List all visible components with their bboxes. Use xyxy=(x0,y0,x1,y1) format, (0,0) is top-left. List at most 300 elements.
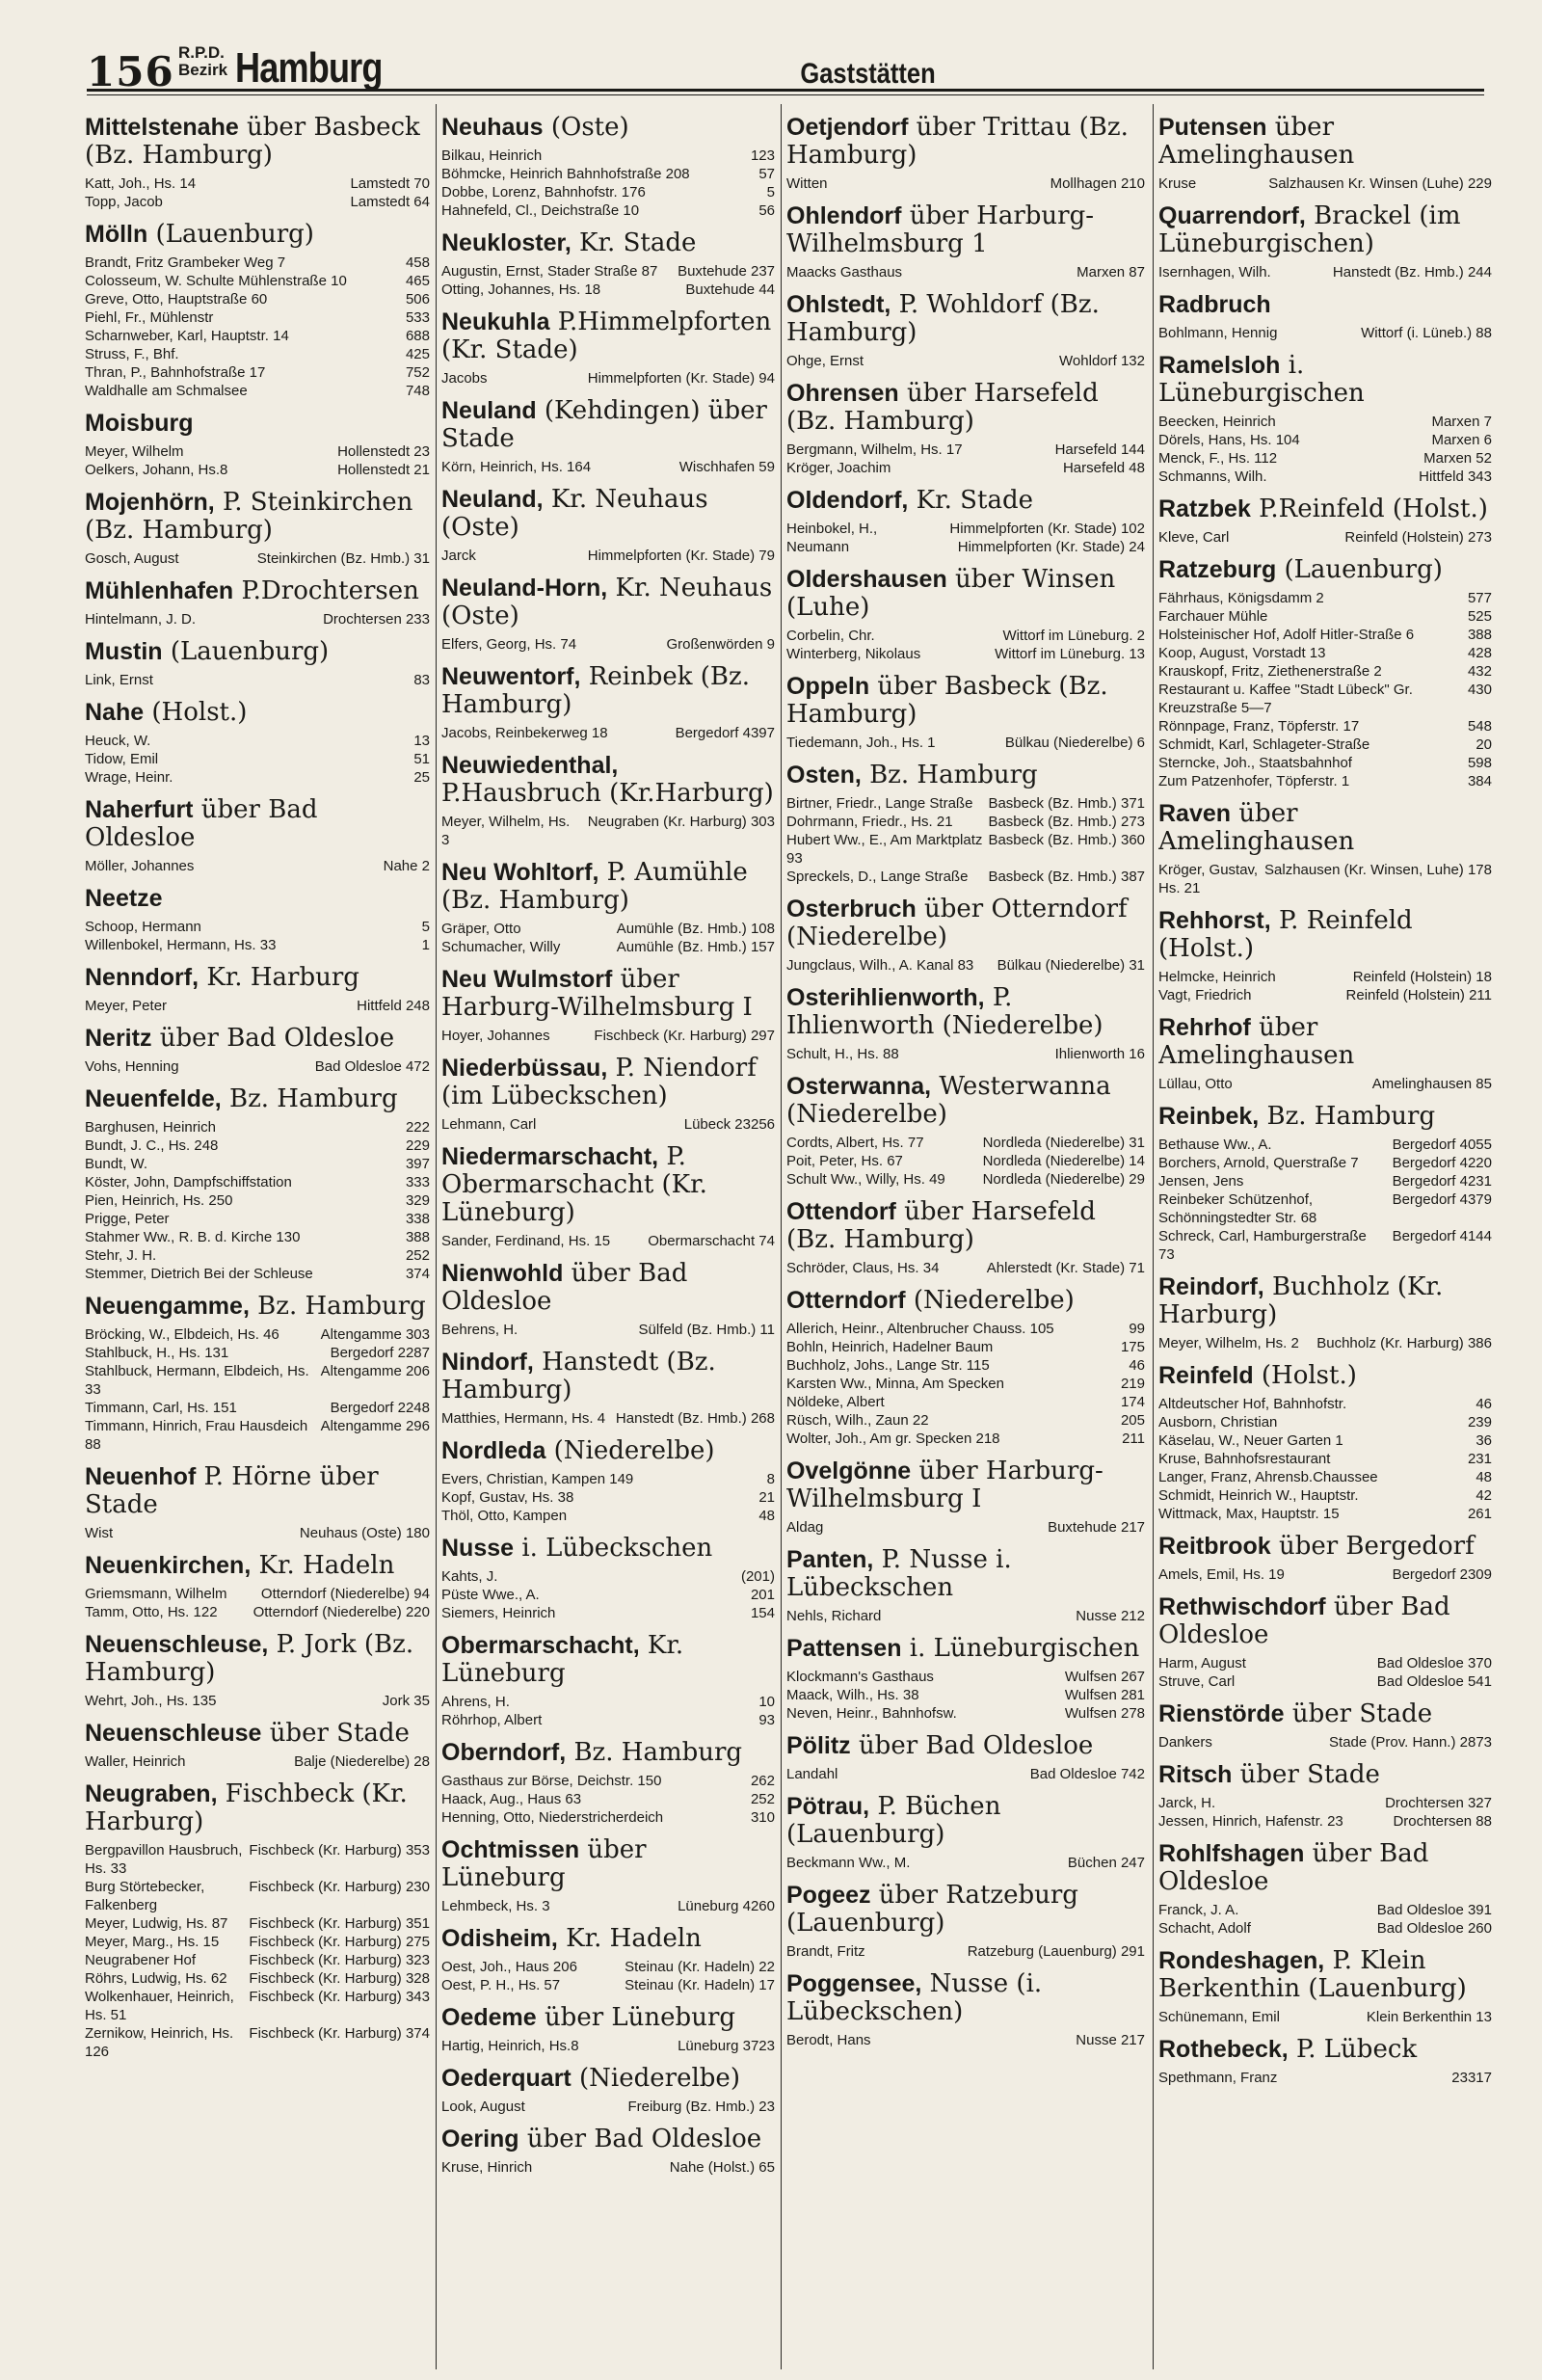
listing-name: Dankers xyxy=(1158,1734,1212,1751)
listing-name: Dobbe, Lorenz, Bahnhofstr. 176 xyxy=(441,184,646,201)
listing-name: Schmidt, Heinrich W., Hauptstr. xyxy=(1158,1487,1359,1504)
listing-row xyxy=(786,1045,1145,1063)
header-rule-thin xyxy=(87,94,1484,95)
listing-row xyxy=(85,1878,430,1914)
listing-name: Spethmann, Franz xyxy=(1158,2070,1278,2086)
place-postal-info: (Holst.) xyxy=(1261,1361,1357,1390)
listing-name: Wolkenhauer, Heinrich, Hs. 51 xyxy=(85,1989,234,2023)
listing-name: Menck, F., Hs. 112 xyxy=(1158,450,1278,467)
place-heading xyxy=(85,1552,430,1580)
listing-name: Schröder, Claus, Hs. 34 xyxy=(786,1260,940,1276)
listing-name: Waldhalle am Schmalsee xyxy=(85,383,248,399)
place-name: Mölln xyxy=(85,221,148,248)
listing-name: Bergpavillon Hausbruch, Hs. 33 xyxy=(85,1842,243,1877)
listing-row xyxy=(85,345,430,363)
listing-phone: Otterndorf (Niederelbe) 220 xyxy=(253,1604,430,1620)
listing-row xyxy=(85,857,430,875)
place-heading xyxy=(1158,291,1492,319)
listing-phone: Bülkau (Niederelbe) 6 xyxy=(1004,735,1145,751)
place-name: Reindorf, xyxy=(1158,1273,1264,1300)
listing-phone: Marxen 87 xyxy=(1077,264,1145,281)
place-heading xyxy=(1158,1700,1492,1728)
listing-phone: Nordleda (Niederelbe) 14 xyxy=(982,1153,1145,1169)
listing-phone: Hittfeld 343 xyxy=(1419,468,1492,485)
listing-phone: Marxen 6 xyxy=(1431,432,1492,448)
column-divider xyxy=(781,104,782,2369)
listing-name: Schult, H., Hs. 88 xyxy=(786,1046,899,1062)
listing-row xyxy=(85,1210,430,1228)
place-name: Neuwentorf, xyxy=(441,663,581,690)
listing-row xyxy=(85,732,430,750)
column-1 xyxy=(85,104,430,2369)
listing-row xyxy=(786,1518,1145,1537)
listing-row xyxy=(85,1155,430,1173)
listing-row xyxy=(1158,1505,1492,1523)
listing-name: Colosseum, W. Schulte Mühlenstraße 10 xyxy=(85,273,347,289)
place-name: Ratzbek xyxy=(1158,495,1251,522)
listing-name: Schacht, Adolf xyxy=(1158,1920,1251,1937)
listing-row xyxy=(85,1914,430,1933)
district-label xyxy=(178,44,227,79)
listing-row xyxy=(441,1232,775,1250)
listing-phone: 533 xyxy=(405,309,430,326)
place-name: Obermarschacht, xyxy=(441,1632,640,1659)
listing-row xyxy=(441,281,775,299)
listing-phone: Neuhaus (Oste) 180 xyxy=(299,1525,430,1541)
listing-phone: 36 xyxy=(1476,1432,1492,1449)
place-heading xyxy=(786,380,1145,436)
listing-row xyxy=(441,1772,775,1790)
listing-name: Franck, J. A. xyxy=(1158,1902,1239,1918)
listing-name: Restaurant u. Kaffee "Stadt Lübeck" Gr. Kreuzstraße 5—7 xyxy=(1158,682,1413,716)
place-postal-info: über Winsen (Luhe) xyxy=(786,565,1116,622)
listing-row xyxy=(85,1118,430,1137)
listing-row xyxy=(85,2024,430,2061)
listing-row xyxy=(1158,1395,1492,1413)
place-postal-info: Kr. Hadeln xyxy=(258,1551,395,1580)
listing-name: Wrage, Heinr. xyxy=(85,769,173,786)
place-heading xyxy=(1158,1761,1492,1789)
place-postal-info: Brackel (im Lüneburgischen) xyxy=(1158,201,1461,258)
listing-name: Käselau, W., Neuer Garten 1 xyxy=(1158,1432,1343,1449)
listing-name: Jacobs, Reinbekerweg 18 xyxy=(441,725,608,741)
listing-row xyxy=(441,262,775,281)
place-postal-info: P. Niendorf (im Lübeckschen) xyxy=(441,1054,757,1110)
place-heading xyxy=(85,699,430,727)
place-postal-info: Bz. Hamburg xyxy=(573,1738,743,1767)
listing-row xyxy=(786,1356,1145,1375)
listing-phone: Aumühle (Bz. Hmb.) 157 xyxy=(616,939,775,955)
listing-name: Landahl xyxy=(786,1766,838,1782)
place-postal-info: Kr. Stade xyxy=(579,228,697,257)
listing-phone: Lüneburg 3723 xyxy=(678,2038,775,2054)
listing-row xyxy=(1158,1413,1492,1431)
place-heading xyxy=(441,1143,775,1227)
listing-phone: 23317 xyxy=(1451,2070,1492,2086)
listing-phone: 252 xyxy=(405,1247,430,1264)
place-postal-info: Bz. Hamburg xyxy=(228,1084,398,1113)
place-postal-info: Kr. Stade xyxy=(916,486,1033,515)
place-heading xyxy=(85,114,430,170)
listing-name: Oelkers, Johann, Hs.8 xyxy=(85,462,228,478)
listing-name: Link, Ernst xyxy=(85,672,153,688)
listing-row xyxy=(85,1417,430,1454)
listing-phone: 384 xyxy=(1467,773,1492,789)
place-heading xyxy=(786,1635,1145,1663)
listing-phone: 56 xyxy=(758,202,775,219)
place-heading xyxy=(786,984,1145,1040)
listing-name: Kahts, J. xyxy=(441,1568,498,1585)
listing-row xyxy=(441,1409,775,1428)
place-heading xyxy=(786,291,1145,347)
listing-name: Bergmann, Wilhelm, Hs. 17 xyxy=(786,441,963,458)
place-postal-info: P. Lübeck xyxy=(1296,2035,1418,2064)
listing-phone: Himmelpforten (Kr. Stade) 24 xyxy=(957,539,1145,555)
place-postal-info: über Bad Oldesloe xyxy=(858,1731,1094,1760)
listing-name: Brandt, Fritz xyxy=(786,1943,865,1960)
place-name: Nahe xyxy=(85,699,145,726)
listing-name: Bethause Ww., A. xyxy=(1158,1137,1272,1153)
listing-phone: Drochtersen 327 xyxy=(1385,1795,1492,1811)
listing-name: Struve, Carl xyxy=(1158,1673,1236,1690)
listing-phone: Wulfsen 267 xyxy=(1064,1669,1145,1685)
listing-name: Lehmann, Carl xyxy=(441,1116,537,1133)
listing-phone: 5 xyxy=(766,184,775,201)
place-postal-info: über Harburg-Wilhelmsburg I xyxy=(441,965,753,1022)
place-postal-info: P.Hausbruch (Kr.Harburg) xyxy=(441,779,774,808)
place-name: Neuland, xyxy=(441,486,544,513)
place-postal-info: (Niederelbe) xyxy=(579,2064,740,2093)
listing-name: Vagt, Friedrich xyxy=(1158,987,1252,1003)
place-postal-info: über Lüneburg xyxy=(544,2003,736,2032)
listing-name: Burg Störtebecker, Falkenberg xyxy=(85,1879,205,1913)
place-name: Rienstörde xyxy=(1158,1700,1285,1727)
listing-row xyxy=(1158,263,1492,281)
listing-row xyxy=(441,1693,775,1711)
listing-name: Tiedemann, Joh., Hs. 1 xyxy=(786,735,936,751)
listing-row xyxy=(786,1411,1145,1430)
listing-row xyxy=(786,1134,1145,1152)
place-name: Neuenfelde, xyxy=(85,1085,222,1112)
listing-row xyxy=(786,1607,1145,1625)
listing-row xyxy=(1158,2008,1492,2026)
listing-name: Dörels, Hans, Hs. 104 xyxy=(1158,432,1300,448)
place-heading xyxy=(85,577,430,605)
listing-phone: 506 xyxy=(405,291,430,308)
place-heading xyxy=(786,487,1145,515)
place-name: Neu Wulmstorf xyxy=(441,966,613,993)
place-postal-info: P.Reinfeld (Holst.) xyxy=(1259,495,1488,523)
place-name: Osterihlienworth, xyxy=(786,984,985,1011)
listing-name: Jacobs xyxy=(441,370,488,387)
listing-phone: Bergedorf 4231 xyxy=(1392,1173,1492,1190)
listing-row xyxy=(786,1704,1145,1723)
place-postal-info: P. Obermarschacht (Kr. Lüneburg) xyxy=(441,1142,707,1227)
listing-phone: 577 xyxy=(1467,590,1492,606)
place-heading xyxy=(441,2126,775,2153)
listing-row xyxy=(441,165,775,183)
listing-name: Gräper, Otto xyxy=(441,921,521,937)
place-postal-info: über Basbeck (Bz. Hamburg) xyxy=(85,113,420,170)
listing-row xyxy=(786,794,1145,813)
listing-name: Karsten Ww., Minna, Am Specken xyxy=(786,1376,1004,1392)
listing-row xyxy=(1158,735,1492,754)
listing-name: Cordts, Albert, Hs. 77 xyxy=(786,1135,924,1151)
listing-row xyxy=(441,1586,775,1604)
listing-row xyxy=(786,1686,1145,1704)
listing-name: Beecken, Heinrich xyxy=(1158,414,1276,430)
listing-phone: 548 xyxy=(1467,718,1492,735)
listing-phone: 688 xyxy=(405,328,430,344)
place-name: Neuenschleuse xyxy=(85,1720,262,1747)
place-name: Osten, xyxy=(786,762,862,789)
listing-row xyxy=(85,1841,430,1878)
listing-row xyxy=(85,750,430,768)
listing-row xyxy=(85,461,430,479)
listing-phone: 310 xyxy=(750,1809,775,1826)
place-postal-info: P. Hörne über Stade xyxy=(85,1462,379,1519)
listing-phone: Steinkirchen (Bz. Hmb.) 31 xyxy=(256,550,430,567)
place-postal-info: Westerwanna (Niederelbe) xyxy=(786,1072,1111,1129)
listing-name: Hahnefeld, Cl., Deichstraße 10 xyxy=(441,202,640,219)
listing-phone: Lamstedt 64 xyxy=(350,194,430,210)
listing-row xyxy=(85,1752,430,1771)
listing-name: Fährhaus, Königsdamm 2 xyxy=(1158,590,1324,606)
place-name: Ramelsloh xyxy=(1158,352,1281,379)
place-name: Oetjendorf xyxy=(786,114,909,141)
listing-phone: Otterndorf (Niederelbe) 94 xyxy=(260,1586,430,1602)
listing-name: Griemsmann, Wilhelm xyxy=(85,1586,227,1602)
place-heading xyxy=(85,410,430,438)
listing-row xyxy=(1158,1919,1492,1938)
listing-name: Siemers, Heinrich xyxy=(441,1605,556,1621)
listing-row xyxy=(441,1790,775,1808)
listing-phone: 598 xyxy=(1467,755,1492,771)
listing-name: Thöl, Otto, Kampen xyxy=(441,1508,568,1524)
listing-name: Meyer, Wilhelm xyxy=(85,443,184,460)
place-heading xyxy=(1158,1273,1492,1329)
listing-phone: Fischbeck (Kr. Harburg) 351 xyxy=(249,1915,430,1932)
rpd-abbrev: R.P.D. xyxy=(178,43,225,62)
column-divider xyxy=(1153,104,1154,2369)
place-postal-info: über Harsefeld (Bz. Hamburg) xyxy=(786,1197,1096,1254)
place-heading xyxy=(1158,1593,1492,1649)
listing-name: Wittmack, Max, Hauptstr. 15 xyxy=(1158,1506,1340,1522)
listing-name: Thran, P., Bahnhofstraße 17 xyxy=(85,364,266,381)
place-heading xyxy=(441,859,775,915)
place-name: Quarrendorf, xyxy=(1158,202,1306,229)
listing-row xyxy=(786,1338,1145,1356)
listing-row xyxy=(85,272,430,290)
listing-row xyxy=(85,1933,430,1951)
listing-phone: 239 xyxy=(1467,1414,1492,1431)
listing-row xyxy=(1158,431,1492,449)
place-heading xyxy=(786,1732,1145,1760)
place-heading xyxy=(1158,2036,1492,2064)
listing-phone: 211 xyxy=(1122,1431,1145,1447)
place-name: Neuengamme, xyxy=(85,1293,250,1320)
listing-phone: Harsefeld 48 xyxy=(1062,460,1145,476)
place-name: Osterbruch xyxy=(786,896,917,923)
listing-phone: 397 xyxy=(405,1156,430,1172)
listing-phone: 261 xyxy=(1467,1506,1492,1522)
listing-phone: Nordleda (Niederelbe) 31 xyxy=(982,1135,1145,1151)
listing-name: Helmcke, Heinrich xyxy=(1158,969,1276,985)
listing-phone: Wittorf im Lüneburg. 13 xyxy=(995,646,1145,662)
listing-name: Köster, John, Dampfschiffstation xyxy=(85,1174,292,1190)
listing-phone: (201) xyxy=(740,1568,775,1585)
place-name: Reinbek, xyxy=(1158,1103,1260,1130)
place-name: Rethwischdorf xyxy=(1158,1593,1326,1620)
place-name: Ohlstedt, xyxy=(786,291,891,318)
listing-name: Scharnweber, Karl, Hauptstr. 14 xyxy=(85,328,289,344)
place-heading xyxy=(85,489,430,545)
listing-phone: 229 xyxy=(405,1137,430,1154)
place-postal-info: über Basbeck (Bz. Hamburg) xyxy=(786,672,1108,729)
place-postal-info: (Lauenburg) xyxy=(170,637,330,666)
listing-name: Rüsch, Wilh., Zaun 22 xyxy=(786,1412,929,1429)
listing-phone: 428 xyxy=(1467,645,1492,661)
listing-row xyxy=(1158,1227,1492,1264)
listing-phone: Mollhagen 210 xyxy=(1050,175,1145,192)
listing-name: Look, August xyxy=(441,2099,525,2115)
listing-row xyxy=(441,2098,775,2116)
place-postal-info: über Amelinghausen xyxy=(1158,1013,1355,1070)
listing-phone: 13 xyxy=(413,733,430,749)
place-name: Pogeez xyxy=(786,1882,871,1909)
listing-row xyxy=(85,290,430,308)
listing-phone: 46 xyxy=(1129,1357,1145,1374)
place-name: Niedermarschacht, xyxy=(441,1143,659,1170)
listing-row xyxy=(441,1604,775,1622)
listing-row xyxy=(786,1259,1145,1277)
place-heading xyxy=(786,114,1145,170)
listing-row xyxy=(786,627,1145,645)
listing-phone: 748 xyxy=(405,383,430,399)
listing-name: Kröger, Gustav, Hs. 21 xyxy=(1158,862,1259,896)
place-heading xyxy=(786,566,1145,622)
listing-row xyxy=(786,1942,1145,1961)
listing-row xyxy=(441,1567,775,1586)
place-name: Oldendorf, xyxy=(786,487,909,514)
place-heading xyxy=(1158,800,1492,856)
listing-name: Behrens, H. xyxy=(441,1322,518,1338)
listing-phone: Lüneburg 4260 xyxy=(678,1898,775,1914)
place-name: Rohlfshagen xyxy=(1158,1840,1305,1867)
listing-row xyxy=(1158,1794,1492,1812)
listing-row xyxy=(1158,468,1492,486)
place-heading xyxy=(1158,495,1492,523)
listing-phone: 25 xyxy=(413,769,430,786)
listing-row xyxy=(441,813,775,849)
listing-name: Körn, Heinrich, Hs. 164 xyxy=(441,459,592,475)
place-heading xyxy=(786,1073,1145,1129)
listing-name: Kröger, Joachim xyxy=(786,460,891,476)
place-heading xyxy=(85,1293,430,1321)
place-name: Moisburg xyxy=(85,410,194,437)
listing-name: Brandt, Fritz Grambeker Weg 7 xyxy=(85,254,286,271)
listing-row xyxy=(441,201,775,220)
listing-row xyxy=(1158,662,1492,681)
place-name: Oppeln xyxy=(786,673,870,700)
listing-name: Schünemann, Emil xyxy=(1158,2009,1280,2025)
listing-name: Neven, Heinr., Bahnhofsw. xyxy=(786,1705,957,1722)
listing-name: Winterberg, Nikolaus xyxy=(786,646,921,662)
listing-phone: 430 xyxy=(1467,682,1492,698)
place-heading xyxy=(786,1546,1145,1602)
listing-row xyxy=(85,327,430,345)
listing-name: Jungclaus, Wilh., A. Kanal 83 xyxy=(786,957,974,974)
listing-name: Haack, Aug., Haus 63 xyxy=(441,1791,582,1807)
listing-name: Augustin, Ernst, Stader Straße 87 xyxy=(441,263,658,280)
listing-name: Tamm, Otto, Hs. 122 xyxy=(85,1604,218,1620)
place-postal-info: (Oste) xyxy=(550,113,629,142)
listing-name: Jessen, Hinrich, Hafenstr. 23 xyxy=(1158,1813,1343,1830)
listing-row xyxy=(441,1470,775,1488)
listing-phone: Steinau (Kr. Hadeln) 22 xyxy=(625,1959,775,1975)
place-name: Oedeme xyxy=(441,2004,537,2031)
place-name: Raven xyxy=(1158,800,1232,827)
listing-name: Neugrabener Hof xyxy=(85,1952,197,1968)
place-postal-info: über Bad Oldesloe xyxy=(159,1024,395,1053)
listing-phone: Klein Berkenthin 13 xyxy=(1366,2009,1492,2025)
listing-name: Wehrt, Joh., Hs. 135 xyxy=(85,1693,217,1709)
listing-row xyxy=(85,193,430,211)
listing-name: Meyer, Marg., Hs. 15 xyxy=(85,1934,220,1950)
place-name: Otterndorf xyxy=(786,1287,906,1314)
place-heading xyxy=(1158,1947,1492,2003)
listing-row xyxy=(441,938,775,956)
listing-name: Zernikow, Heinrich, Hs. 126 xyxy=(85,2025,234,2060)
place-heading xyxy=(786,1882,1145,1938)
place-name: Rehrhof xyxy=(1158,1014,1251,1041)
listing-name: Birtner, Friedr., Lange Straße xyxy=(786,795,973,812)
listing-row xyxy=(1158,1565,1492,1584)
listing-name: Evers, Christian, Kampen 149 xyxy=(441,1471,634,1487)
place-heading xyxy=(1158,352,1492,408)
place-heading xyxy=(85,221,430,249)
listing-name: Buchholz, Johs., Lange Str. 115 xyxy=(786,1357,990,1374)
listing-row xyxy=(786,1854,1145,1872)
listing-name: Ohge, Ernst xyxy=(786,353,864,369)
place-name: Nindorf, xyxy=(441,1349,534,1376)
listing-row xyxy=(441,1711,775,1729)
listing-row xyxy=(786,1765,1145,1783)
listing-row xyxy=(786,1375,1145,1393)
place-postal-info: (Kehdingen) über Stade xyxy=(441,396,767,453)
place-heading xyxy=(1158,1103,1492,1131)
listing-phone: 48 xyxy=(758,1508,775,1524)
listing-name: Bundt, W. xyxy=(85,1156,148,1172)
listing-name: Röhrhop, Albert xyxy=(441,1712,543,1728)
place-postal-info: (Holst.) xyxy=(151,698,248,727)
place-postal-info: P. Wohldorf (Bz. Hamburg) xyxy=(786,290,1100,347)
listing-row xyxy=(786,2031,1145,2049)
listing-name: Piehl, Fr., Mühlenstr xyxy=(85,309,214,326)
place-name: Neukloster, xyxy=(441,229,572,256)
place-postal-info: P. Jork (Bz. Hamburg) xyxy=(85,1630,414,1687)
listing-name: Stahlbuck, Hermann, Elbdeich, Hs. 33 xyxy=(85,1363,309,1398)
listing-phone: 425 xyxy=(405,346,430,362)
place-heading xyxy=(441,575,775,630)
listing-name: Waller, Heinrich xyxy=(85,1753,186,1770)
listing-phone: Fischbeck (Kr. Harburg) 230 xyxy=(249,1879,430,1895)
place-name: Pötrau, xyxy=(786,1793,870,1820)
listing-phone: Buxtehude 237 xyxy=(678,263,775,280)
listing-name: Koop, August, Vorstadt 13 xyxy=(1158,645,1326,661)
place-postal-info: über Stade xyxy=(1291,1699,1433,1728)
place-postal-info: über Ratzeburg (Lauenburg) xyxy=(786,1881,1078,1938)
